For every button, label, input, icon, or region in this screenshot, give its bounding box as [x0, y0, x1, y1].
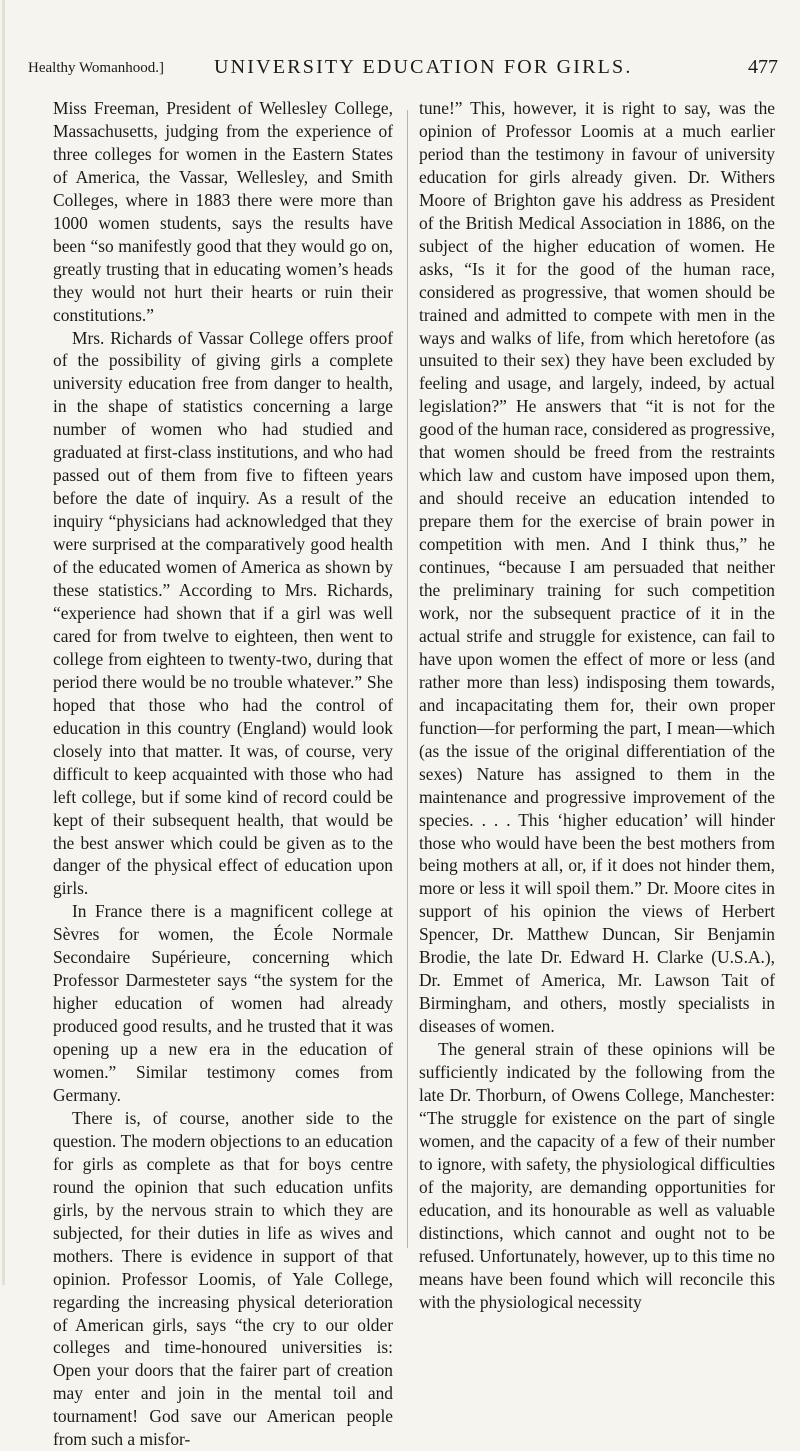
paragraph: In France there is a magnificent college at Sèvres for women, the École Normale Secondaire Supérieure, concerning which Professor Darmesteter says “the system for the higher education of women had already produced good results, and he trusted that it was opening up a new era in the education of women.” Similar testimony comes from Germany.	[53, 901, 393, 1105]
paragraph: Miss Freeman, President of Wellesley College, Massachusetts, judging from the experience of three colleges for women in the Eastern States of America, the Vassar, Wellesley, and Smith Colleges, where in 1883 there were more than 1000 women students, says the results have been “so manifestly good that they would go on, greatly trusting that in educating women’s heads they would not hurt their hearts or ruin their constitutions.”	[53, 98, 393, 325]
paragraph: There is, of course, another side to the question. The modern objections to an education for girls as complete as that for boys centre round the opinion that such education unfits girls, by the nervous strain to which they are subjected, for their duties in life as wives and mothers. There is evidence in support of that opinion. Professor Loomis, of Yale College, regarding the increasing physical deterioration of American girls, says “the cry to our older colleges and time-honoured universities is: Open your doors that the fairer part of creation may enter and join in the mental toil and tournament! God save our American people from such a misfor-	[53, 1107, 393, 1450]
running-title: UNIVERSITY EDUCATION FOR GIRLS.	[214, 56, 633, 78]
binding-edge	[2, 0, 5, 1285]
left-column	[53, 97, 393, 1451]
right-column	[419, 97, 775, 1314]
paragraph: The general strain of these opinions will be sufficiently indicated by the following from the late Dr. Thorburn, of Owens College, Manchester: “The struggle for existence on the part of single women, and the capacity of a few of their number to ignore, with safety, the physiological difficulties of the majority, are demanding opportunities for education, and its honourable as well as valuable distinctions, which cannot and ought not to be refused. Unfortunately, however, up to this time no means have been found which will reconcile this with the physiological necessity	[419, 1039, 775, 1312]
page-number: 477	[748, 56, 778, 78]
paragraph: tune!” This, however, it is right to say, was the opinion of Professor Loomis at a much earlier period than the testimony in favour of university education for girls already given. Dr. Withers Moore of Brighton gave his address as President of the British Medical Association in 1886, on the subject of the higher education of women. He asks, “Is it for the good of the human race, considered as progressive, that women should be trained and admitted to compete with men in the ways and walks of life, from which heretofore (as unsuited to their sex) they have been excluded by feeling and usage, and largely, indeed, by actual legislation?” He answers that “it is not for the good of the human race, considered as progressive, that women should be freed from the restraints which law and custom have imposed upon them, and should receive an education intended to prepare them for the exercise of brain power in competition with men. And I think thus,” he continues, “because I am persuaded that neither the preliminary training for such competition work, nor the subsequent practice of it in the actual strife and struggle for existence, can fail to have upon women the effect of more or less (and rather more than less) indisposing them towards, and incapacitating them for, their own proper function—for performing the part, I mean—which (as the issue of the original differentiation of the sexes) Nature has assigned to them in the maintenance and progressive improvement of the species. . . . This ‘higher education’ will hinder those who would have been the best mothers from being mothers at all, or, if it does not hinder them, more or less it will spoil them.” Dr. Moore cites in support of his opinion the views of Herbert Spencer, Dr. Matthew Duncan, Sir Benjamin Brodie, the late Dr. Edward H. Clarke (U.S.A.), Dr. Emmet of America, Mr. Lawson Tait of Birmingham, and others, mostly specialists in diseases of women.	[419, 98, 775, 1037]
paragraph: Mrs. Richards of Vassar College offers proof of the possibility of giving girls a complete university education free from danger to health, in the shape of statistics concerning a large number of women who had studied and graduated at first-class institutions, and who had passed out of them from five to fifteen years before the date of inquiry. As a result of the inquiry “physicians had acknowledged that they were surprised at the comparatively good health of the educated women of America as shown by these statistics.” According to Mrs. Richards, “experience had shown that if a girl was well cared for from twelve to eighteen, then went to college from eighteen to twenty-two, during that period there would be no trouble whatever.” She hoped that those who had the control of education in this country (England) would look closely into that matter. It was, of course, very difficult to keep acquainted with those who had left college, but if some kind of record could be kept of their subsequent health, that would be the best answer which could be given as to the danger of the physical effect of education upon girls.	[53, 327, 393, 899]
running-head-left: Healthy Womanhood.]	[28, 60, 164, 76]
column-divider	[407, 110, 408, 1248]
page-header	[28, 56, 780, 84]
